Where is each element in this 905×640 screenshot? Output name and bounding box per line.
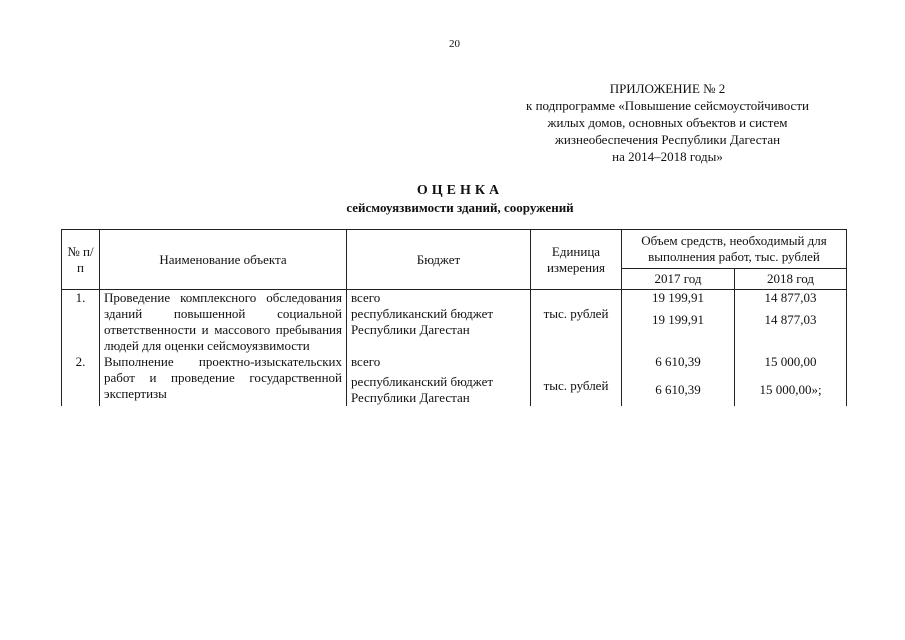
row-number: 1. xyxy=(62,290,100,355)
unit-cell xyxy=(531,290,622,355)
table-row xyxy=(62,290,847,355)
value-2018-republican: 14 877,03 xyxy=(764,312,817,327)
budget-republican: республиканский бюджет Республики Дагестан xyxy=(351,374,494,405)
unit-cell xyxy=(531,354,622,406)
value-2017-cell xyxy=(622,354,735,406)
object-name: Выполнение проектно-изыскательских работ и проведение государственной экспертизы xyxy=(100,354,347,406)
header-year-2017: 2017 год xyxy=(622,269,735,290)
header-funds: Объем средств, необходимый для выполнения работ, тыс. рублей xyxy=(622,230,847,269)
value-2017-cell xyxy=(622,290,735,355)
unit: тыс. рублей xyxy=(543,378,609,393)
page-number: 20 xyxy=(449,38,460,50)
value-2018-cell xyxy=(735,290,847,355)
header-num: № п/п xyxy=(62,230,100,290)
appendix-line: к подпрограмме «Повышение сейсмоустойчивости xyxy=(526,98,809,113)
value-2018-cell xyxy=(735,354,847,406)
budget-total: всего xyxy=(351,354,381,369)
row-number: 2. xyxy=(62,354,100,406)
title-subtitle: сейсмоуязвимости зданий, сооружений xyxy=(346,200,574,215)
value-2018-total: 15 000,00 xyxy=(764,354,817,369)
budget-cell xyxy=(347,354,531,406)
document-title xyxy=(260,182,660,216)
unit: тыс. рублей xyxy=(543,306,609,321)
header-unit: Единица измерения xyxy=(531,230,622,290)
value-2017-total: 6 610,39 xyxy=(655,354,701,369)
appendix-header xyxy=(500,80,835,165)
value-2018-republican: 15 000,00»; xyxy=(759,382,822,397)
title-main: ОЦЕНКА xyxy=(416,183,504,198)
header-name: Наименование объекта xyxy=(100,230,347,290)
appendix-line: жизнеобеспечения Республики Дагестан xyxy=(554,132,781,147)
value-2018-total: 14 877,03 xyxy=(764,290,817,305)
appendix-line: на 2014–2018 годы» xyxy=(612,149,723,164)
budget-cell xyxy=(347,290,531,355)
value-2017-total: 19 199,91 xyxy=(652,290,704,305)
header-budget: Бюджет xyxy=(347,230,531,290)
appendix-line: жилых домов, основных объектов и систем xyxy=(547,115,788,130)
header-year-2018: 2018 год xyxy=(735,269,847,290)
value-2017-republican: 6 610,39 xyxy=(655,382,701,397)
budget-republican: республиканский бюджет Республики Дагестан xyxy=(351,306,494,337)
table-row xyxy=(62,354,847,406)
value-2017-republican: 19 199,91 xyxy=(652,312,704,327)
assessment-table xyxy=(61,229,847,406)
budget-total: всего xyxy=(351,290,381,305)
appendix-title: ПРИЛОЖЕНИЕ № 2 xyxy=(609,81,726,96)
object-name: Проведение комплексного обследования зданий повышенной социальной ответственности и массового пребывания людей для оценки сейсмоуязвимости xyxy=(100,290,347,355)
